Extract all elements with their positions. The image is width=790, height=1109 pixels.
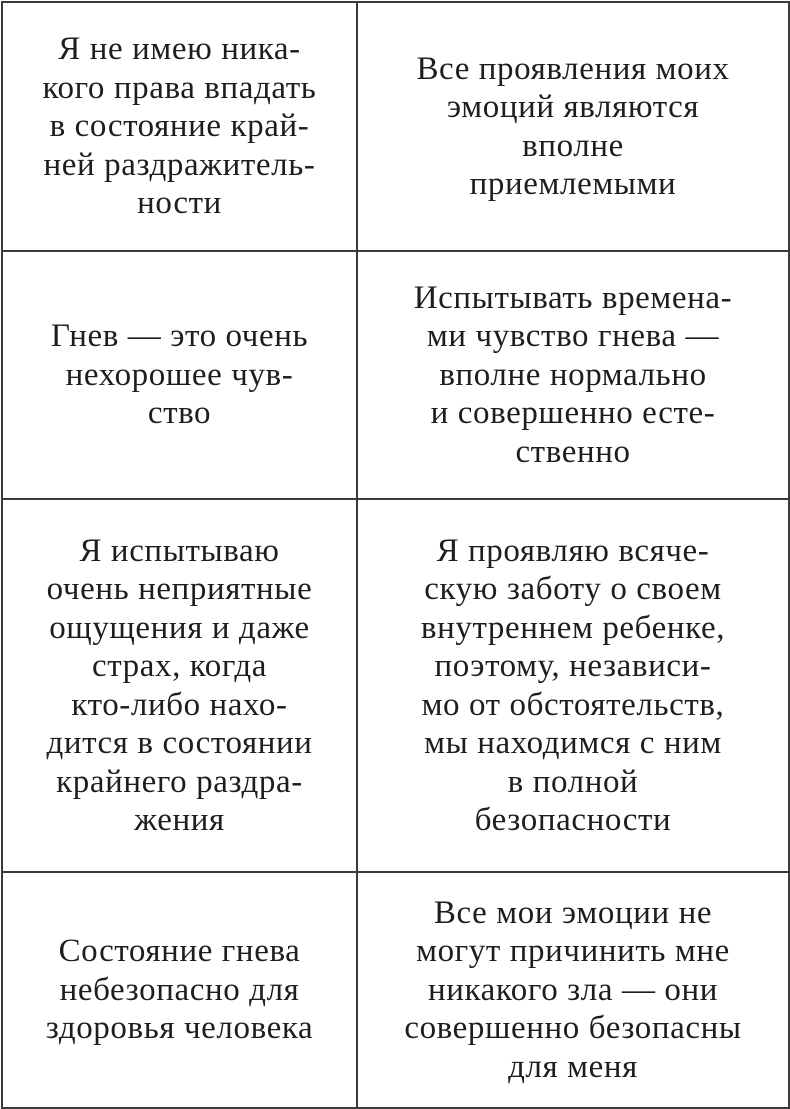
- cell-text-line: Все мои эмоции не: [433, 894, 713, 931]
- cell-text-line: для меня: [508, 1048, 638, 1085]
- cell-text-line: безопасности: [474, 802, 672, 838]
- cell-text-line: в состояние край-: [49, 108, 310, 145]
- positive-belief-cell: [357, 499, 789, 872]
- cell-text-line: совершенно безопасны: [404, 1010, 742, 1047]
- cell-text-line: жения: [134, 802, 225, 838]
- positive-belief-cell: [357, 2, 789, 251]
- cell-text-line: Я не имею ника-: [58, 31, 301, 68]
- cell-text-line: очень неприятные: [46, 571, 313, 607]
- cell-text-line: в полной: [507, 763, 639, 800]
- negative-belief-cell: [2, 251, 357, 499]
- cell-text-line: ней раздражитель-: [43, 146, 316, 183]
- cell-text-line: приемлемыми: [469, 166, 677, 202]
- cell-text-line: ности: [137, 185, 222, 222]
- cell-text-line: нехорошее чув-: [65, 356, 294, 393]
- cell-text-line: Гнев — это очень: [50, 318, 309, 355]
- cell-text-line: крайнего раздра-: [56, 763, 303, 800]
- cell-text-line: ственно: [515, 433, 631, 470]
- positive-belief-cell: [357, 872, 789, 1108]
- cell-text-line: вполне нормально: [439, 356, 707, 393]
- positive-belief-cell: [357, 251, 789, 499]
- cell-text-line: никакого зла — они: [427, 971, 719, 1008]
- cell-text-line: Я проявляю всяче-: [436, 532, 710, 569]
- cell-text-line: Состояние гнева: [58, 933, 301, 970]
- cell-text-line: здоровья человека: [45, 1010, 314, 1047]
- cell-text-line: ми чувство гнева —: [426, 318, 720, 355]
- table-row: [2, 872, 789, 1108]
- cell-text-line: Все проявления моих: [416, 50, 730, 87]
- negative-belief-cell: [2, 499, 357, 872]
- cell-text-line: скую заботу о своем: [424, 571, 722, 607]
- cell-text-line: и совершенно есте-: [430, 395, 716, 432]
- cell-text-line: мы находимся с ним: [424, 725, 722, 761]
- cell-text-line: ство: [147, 395, 212, 432]
- cell-text-line: ощущения и даже: [49, 609, 310, 646]
- beliefs-comparison-table: [1, 1, 790, 1109]
- cell-text-line: поэтому, независи-: [434, 648, 712, 684]
- negative-belief-cell: [2, 872, 357, 1108]
- cell-text-line: Испытывать времена-: [413, 279, 733, 316]
- negative-belief-cell: [2, 2, 357, 251]
- table-row: [2, 251, 789, 499]
- cell-text-line: кто-либо нахо-: [71, 686, 288, 723]
- cell-text-line: небезопасно для: [59, 971, 300, 1008]
- cell-text-line: страх, когда: [91, 648, 267, 684]
- table-row: [2, 2, 789, 251]
- cell-text-line: эмоций являются: [446, 89, 700, 125]
- cell-text-line: мо от обстоятельств,: [421, 686, 725, 723]
- cell-text-line: могут причинить мне: [416, 933, 730, 970]
- cell-text-line: внутреннем ребенке,: [420, 609, 726, 646]
- cell-text-line: вполне: [522, 127, 624, 164]
- cell-text-line: Я испытываю: [79, 532, 280, 569]
- table-row: [2, 499, 789, 872]
- cell-text-line: дится в состоянии: [46, 725, 313, 761]
- cell-text-line: кого права впадать: [42, 69, 317, 106]
